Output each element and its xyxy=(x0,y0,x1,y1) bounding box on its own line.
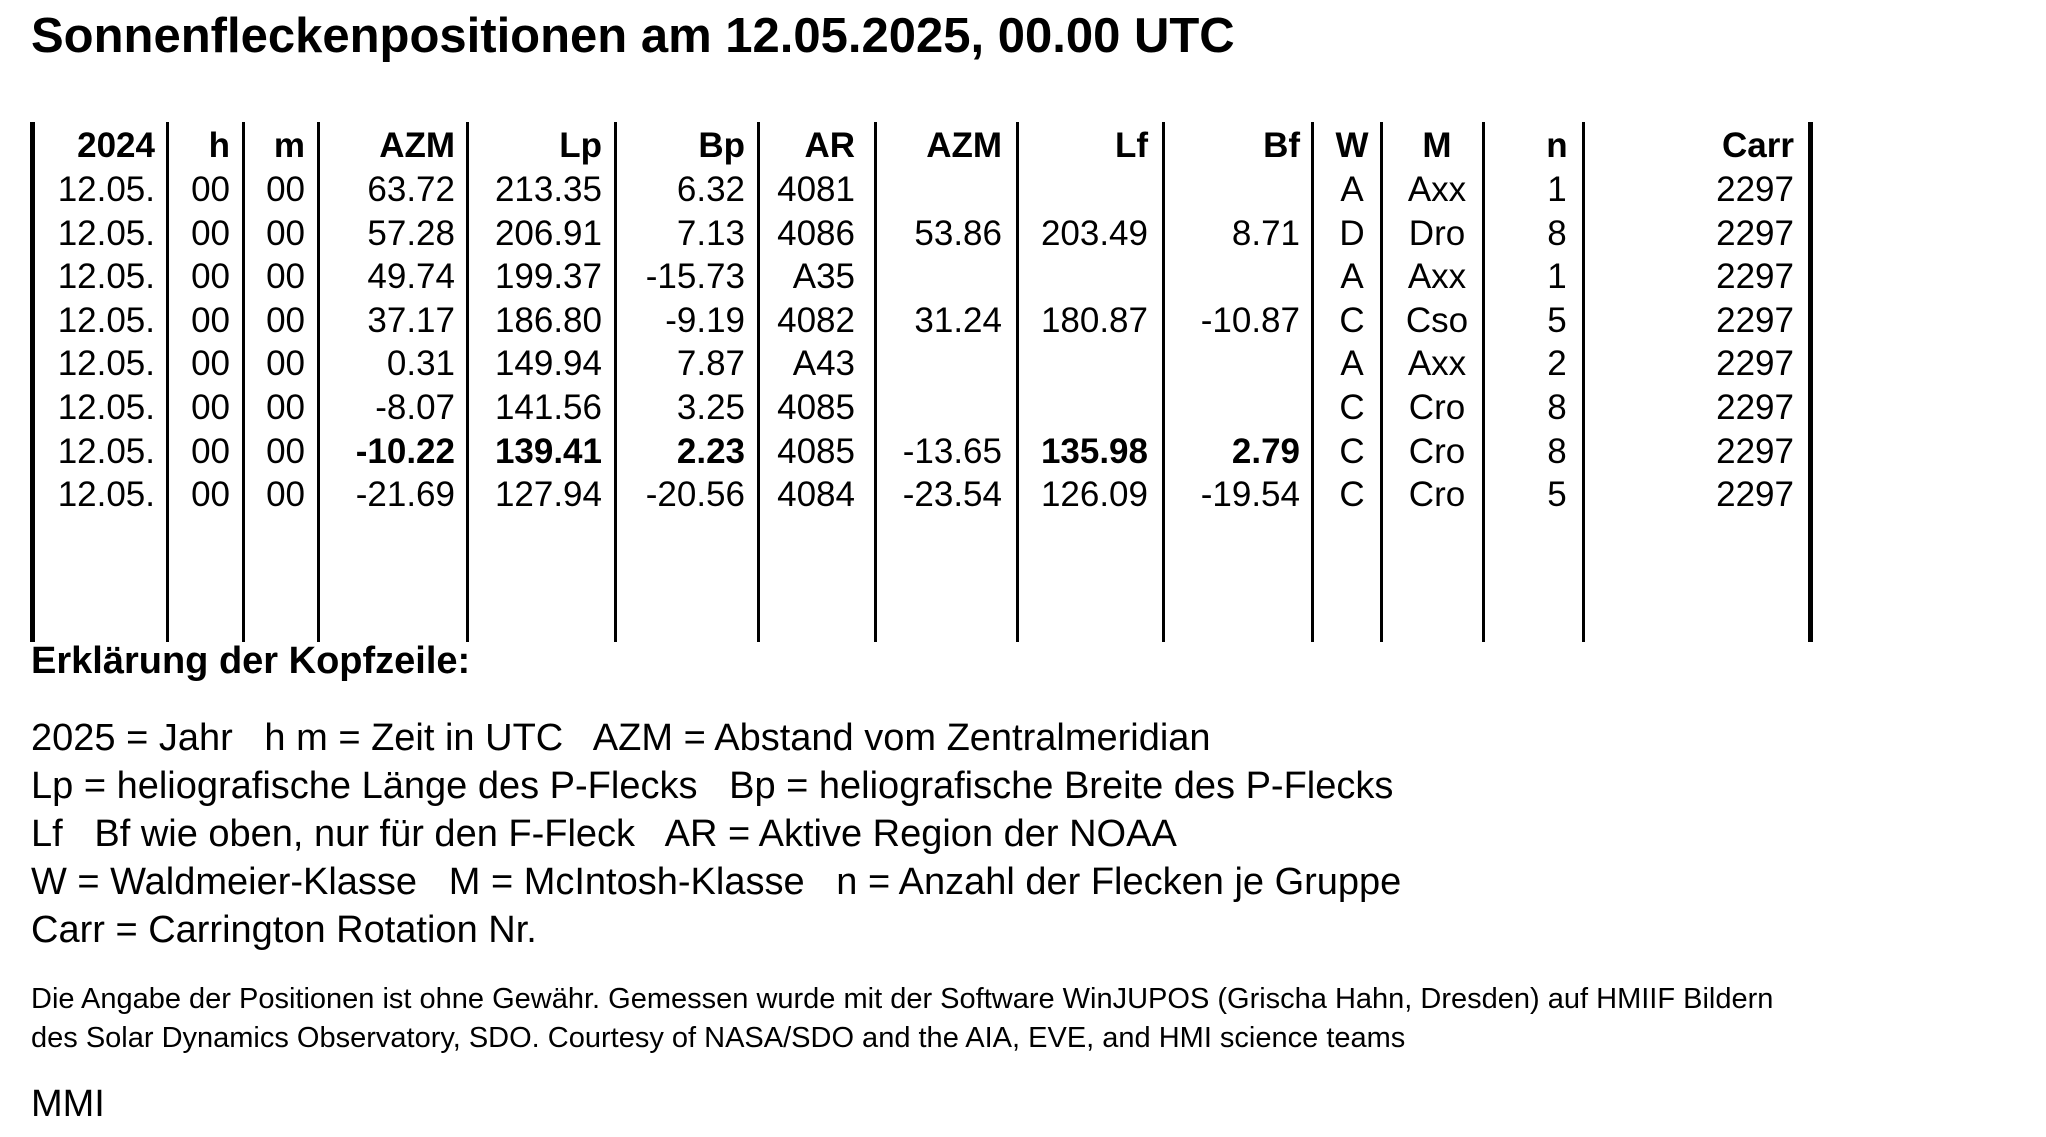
table-cell: 00 xyxy=(266,388,305,427)
table-cell: Cso xyxy=(1405,300,1469,340)
table-cell: 2297 xyxy=(1716,257,1794,297)
column-header: n xyxy=(1546,126,1568,165)
table-header-row xyxy=(30,124,1814,167)
table-cell: 4084 xyxy=(777,475,855,515)
table-cell: 186.80 xyxy=(494,300,602,340)
legend-line-lf-bf-ar: Lf Bf wie oben, nur für den F-Fleck AR = Aktive Region der NOAA xyxy=(31,813,1177,855)
table-cell: 3.25 xyxy=(676,388,745,427)
table-cell: 180.87 xyxy=(1040,300,1148,340)
table-cell: 00 xyxy=(191,388,230,427)
table-cell: 141.56 xyxy=(494,388,602,427)
table-cell: 1 xyxy=(1547,257,1567,297)
table-cell: 49.74 xyxy=(367,257,455,297)
table-cell: 12.05. xyxy=(57,257,155,297)
table-cell: 5 xyxy=(1547,300,1567,340)
table-row xyxy=(30,342,1814,385)
table-cell: 2297 xyxy=(1716,388,1794,427)
table-cell: 00 xyxy=(266,431,305,471)
table-cell: 31.24 xyxy=(914,300,1002,340)
table-cell: 199.37 xyxy=(494,257,602,297)
signature: MMI xyxy=(31,1083,105,1125)
table-cell: 127.94 xyxy=(494,475,602,515)
table-cell: 7.13 xyxy=(676,213,745,253)
table-cell: 203.49 xyxy=(1040,213,1148,253)
table-cell: 12.05. xyxy=(57,431,155,471)
table-cell: 2.79 xyxy=(1231,431,1300,471)
table-cell: C xyxy=(1339,388,1365,427)
table-cell: 2297 xyxy=(1716,170,1794,209)
table-cell: 7.87 xyxy=(676,344,745,384)
table-cell: 37.17 xyxy=(367,300,455,340)
column-header: AR xyxy=(804,126,855,165)
table-row xyxy=(30,212,1814,255)
legend-heading: Erklärung der Kopfzeile: xyxy=(31,640,471,682)
table-cell: -9.19 xyxy=(665,300,745,340)
table-cell: Cro xyxy=(1408,388,1466,427)
table-cell: A43 xyxy=(792,344,855,384)
table-cell: 12.05. xyxy=(57,475,155,515)
table-cell: 8 xyxy=(1547,388,1567,427)
table-cell: A xyxy=(1340,344,1364,384)
table-cell: D xyxy=(1339,213,1365,253)
table-cell: 00 xyxy=(266,344,305,384)
table-cell: 00 xyxy=(266,213,305,253)
table-cell: 12.05. xyxy=(57,388,155,427)
table-row xyxy=(30,255,1814,298)
disclaimer-line-2: des Solar Dynamics Observatory, SDO. Courtesy of NASA/SDO and the AIA, EVE, and HMI science teams xyxy=(31,1022,1406,1054)
table-cell: 135.98 xyxy=(1040,431,1148,471)
table-cell: 12.05. xyxy=(57,300,155,340)
table-cell: 8 xyxy=(1547,431,1567,471)
table-cell: 4085 xyxy=(777,388,855,427)
table-cell: 213.35 xyxy=(494,170,602,209)
column-header: m xyxy=(273,126,305,165)
table-cell: 2297 xyxy=(1716,213,1794,253)
table-cell: -23.54 xyxy=(902,475,1002,515)
table-cell: 1 xyxy=(1547,170,1567,209)
table-cell: 53.86 xyxy=(914,213,1002,253)
table-cell: 00 xyxy=(266,257,305,297)
table-cell: 12.05. xyxy=(57,213,155,253)
table-cell: 00 xyxy=(191,170,230,209)
table-cell: 00 xyxy=(266,170,305,209)
disclaimer-line-1: Die Angabe der Positionen ist ohne Gewähr. Gemessen wurde mit der Software WinJUPOS (Grischa Hahn, Dresden) auf HMIIF Bildern xyxy=(31,983,1774,1015)
table-row xyxy=(30,168,1814,211)
legend-line-year-time-azm: 2025 = Jahr h m = Zeit in UTC AZM = Abstand vom Zentralmeridian xyxy=(31,717,1211,759)
legend-line-w-m-n: W = Waldmeier-Klasse M = McIntosh-Klasse n = Anzahl der Flecken je Gruppe xyxy=(31,861,1402,903)
table-cell: 00 xyxy=(191,213,230,253)
table-cell: Dro xyxy=(1408,213,1466,253)
table-row xyxy=(30,386,1814,429)
table-cell: -8.07 xyxy=(375,388,455,427)
table-cell: 2.23 xyxy=(676,431,745,471)
table-cell: 4081 xyxy=(777,170,855,209)
column-header: W xyxy=(1335,126,1369,165)
legend-line-carr: Carr = Carrington Rotation Nr. xyxy=(31,909,537,951)
table-cell: -21.69 xyxy=(355,475,455,515)
table-cell: 00 xyxy=(191,257,230,297)
table-row xyxy=(30,473,1814,516)
table-cell: -15.73 xyxy=(645,257,745,297)
table-cell: 2297 xyxy=(1716,431,1794,471)
table-cell: 126.09 xyxy=(1040,475,1148,515)
table-cell: 4082 xyxy=(777,300,855,340)
table-cell: Axx xyxy=(1407,344,1467,384)
sunspot-table xyxy=(30,122,1814,642)
table-cell: 2297 xyxy=(1716,344,1794,384)
table-cell: 206.91 xyxy=(494,213,602,253)
column-header: Lf xyxy=(1114,126,1148,165)
table-cell: 149.94 xyxy=(494,344,602,384)
table-cell: 00 xyxy=(191,475,230,515)
table-cell: 00 xyxy=(266,300,305,340)
table-row xyxy=(30,299,1814,342)
table-cell: 00 xyxy=(191,344,230,384)
table-cell: A xyxy=(1340,170,1364,209)
table-cell: C xyxy=(1339,475,1365,515)
table-cell: A35 xyxy=(792,257,855,297)
column-header: Bp xyxy=(698,126,745,165)
table-cell: 4085 xyxy=(777,431,855,471)
column-header: Carr xyxy=(1722,126,1794,165)
table-cell: 6.32 xyxy=(676,170,745,209)
table-cell: -13.65 xyxy=(902,431,1002,471)
table-cell: 2297 xyxy=(1716,300,1794,340)
legend-line-lp-bp: Lp = heliografische Länge des P-Flecks Bp = heliografische Breite des P-Flecks xyxy=(31,765,1394,807)
table-cell: 8 xyxy=(1547,213,1567,253)
column-header: Lp xyxy=(559,126,602,165)
table-cell: 4086 xyxy=(777,213,855,253)
table-cell: 2 xyxy=(1547,344,1567,384)
table-cell: 00 xyxy=(191,300,230,340)
column-header: AZM xyxy=(379,126,455,165)
table-cell: -10.87 xyxy=(1200,300,1300,340)
column-header: M xyxy=(1422,126,1452,165)
table-cell: C xyxy=(1339,431,1365,471)
table-cell: -10.22 xyxy=(355,431,455,471)
page-title: Sonnenfleckenpositionen am 12.05.2025, 00.00 UTC xyxy=(31,9,1235,63)
table-cell: 5 xyxy=(1547,475,1567,515)
table-row xyxy=(30,430,1814,473)
column-header: Bf xyxy=(1263,126,1300,165)
table-cell: 8.71 xyxy=(1231,213,1300,253)
column-header: 2024 xyxy=(77,126,155,165)
table-cell: Cro xyxy=(1408,475,1466,515)
table-cell: 00 xyxy=(266,475,305,515)
table-cell: A xyxy=(1340,257,1364,297)
table-cell: Cro xyxy=(1408,431,1466,471)
table-cell: -19.54 xyxy=(1200,475,1300,515)
table-cell: 57.28 xyxy=(367,213,455,253)
table-cell: 0.31 xyxy=(386,344,455,384)
table-cell: -20.56 xyxy=(645,475,745,515)
table-cell: 12.05. xyxy=(57,344,155,384)
table-cell: Axx xyxy=(1407,170,1467,209)
table-cell: Axx xyxy=(1407,257,1467,297)
table-cell: 139.41 xyxy=(494,431,602,471)
column-header: h xyxy=(208,126,230,165)
table-cell: 2297 xyxy=(1716,475,1794,515)
table-cell: C xyxy=(1339,300,1365,340)
table-cell: 00 xyxy=(191,431,230,471)
column-header: AZM xyxy=(926,126,1002,165)
table-cell: 12.05. xyxy=(57,170,155,209)
table-cell: 63.72 xyxy=(367,170,455,209)
